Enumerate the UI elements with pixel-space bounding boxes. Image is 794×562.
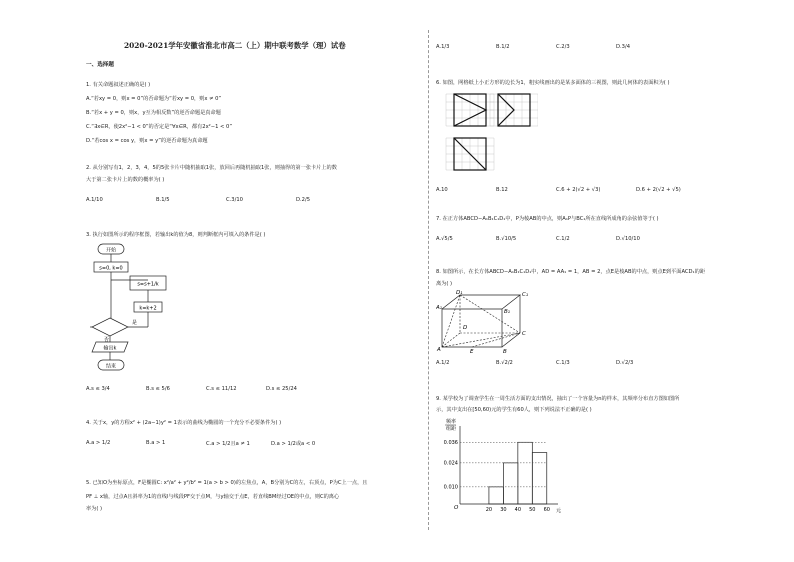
- q9-stem-line1: 9. 某学校为了调查学生在一周生活方面的支出情况，抽出了一个容量为n的样本，其频率分布直方图如图所: [436, 396, 680, 402]
- q6-option-a: A.10: [436, 187, 448, 193]
- q5-stem-line2: PF ⊥ x轴，过点A且斜率为1的直线l与线段PF交于点M，与y轴交于点E，若直线BM经过OE的中点，则C的离心: [86, 494, 340, 500]
- label-d1: D₁: [456, 290, 463, 296]
- flow-start: 开始: [105, 247, 117, 254]
- q3-option-a: A.s ≤ 3/4: [86, 386, 110, 392]
- q1-option-d: D.“若cos x = cos y，则x = y”的逆否命题为真命题: [86, 138, 208, 144]
- q8-stem-line2: 离为( ): [436, 281, 453, 287]
- q8-cuboid-diagram: [436, 287, 536, 353]
- q8-option-a: A.1/2: [436, 360, 450, 366]
- q6-three-views-grid: [438, 90, 538, 176]
- chart-bar-1: [503, 463, 517, 504]
- exam-title: 2020-2021学年安徽省淮北市高二（上）期中联考数学（理）试卷: [124, 41, 346, 50]
- q9-stem-line2: 示，其中支出在[50,60)元的学生有60人，则下列说法不正确的是( ): [436, 407, 592, 413]
- chart-x-tick-label: 40: [514, 507, 522, 513]
- chart-ylabel-top: 频率: [446, 419, 457, 425]
- q2-option-d: D.2/5: [296, 197, 310, 203]
- q3-option-b: B.s ≤ 5/6: [146, 386, 170, 392]
- label-a1: A₁: [436, 305, 442, 311]
- q1-option-b: B.“若x + y = 0，则x，y互为相反数”的逆否命题是真命题: [86, 110, 221, 116]
- chart-x-tick-label: 30: [500, 507, 507, 513]
- q5-stem-line3: 率为( ): [86, 506, 103, 512]
- flow-end: 结束: [105, 363, 117, 370]
- chart-bar-3: [532, 453, 546, 504]
- q6-option-d: D.6 + 2(√2 + √5): [636, 187, 681, 193]
- q7-option-d: D.√10/10: [616, 236, 640, 242]
- q2-stem-line2: 大于第二张卡片上的数的概率为( ): [86, 177, 165, 183]
- label-d: D: [463, 325, 468, 331]
- flow-output: 输出k: [103, 345, 117, 352]
- chart-y-tick-label: 0.024: [443, 460, 458, 467]
- label-b1: B₁: [504, 309, 510, 315]
- q2-stem-line1: 2. 从分别写有1，2，3，4，5的5张卡片中随机抽取1张，放回后再随机抽取1张，则抽得的第一张卡片上的数: [86, 165, 337, 171]
- q5-stem-line1: 5. 已知O为坐标原点，F是椭圆C: x²/a² + y²/b² = 1(a > b > 0)的左焦点，A，B分别为C的左，右顶点，P为C上一点，且: [86, 480, 368, 486]
- q4-option-a: A.a > 1/2: [86, 440, 111, 446]
- q4-stem: 4. 关于x，y的方程x² + (2a−1)y² = 1表示的曲线为椭圆的一个充分不必要条件为( ): [86, 420, 282, 426]
- chart-x-tick-label: 60: [543, 507, 550, 513]
- q4-option-c: C.a > 1/2且a ≠ 1: [206, 441, 250, 447]
- q1-stem: 1. 有关命题叙述正确的是( ): [86, 82, 151, 88]
- label-a: A: [437, 347, 441, 353]
- flow-yes: 是: [132, 320, 138, 326]
- label-c1: C₁: [522, 292, 529, 298]
- chart-x-tick-label: 50: [529, 507, 536, 513]
- flow-no: 否: [104, 337, 110, 343]
- column-divider: [428, 30, 429, 530]
- q5-option-b: B.1/2: [496, 44, 510, 50]
- q5-option-d: D.3/4: [616, 44, 630, 50]
- flow-init: s=0, k=0: [99, 265, 123, 272]
- q1-option-a: A.“若xy = 0，则x = 0”的否命题为“若xy = 0，则x ≠ 0”: [86, 96, 222, 102]
- q3-option-c: C.s ≤ 11/12: [206, 386, 237, 392]
- chart-x-tick-label: 20: [485, 507, 493, 513]
- chart-ylabel-bottom: 组距: [446, 426, 457, 432]
- q3-option-d: D.s ≤ 25/24: [266, 386, 297, 392]
- chart-origin: O: [454, 505, 459, 511]
- q6-stem: 6. 如图，网格纸上小正方形的边长为1，粗实线画出的是某多面体的三视图，则此几何体的表面积为( ): [436, 80, 670, 86]
- q7-stem: 7. 在正方体ABCD−A₁B₁C₁D₁中，P为棱AB的中点，则A₁P与BC₁所在直线所成角的余弦值等于( ): [436, 216, 659, 222]
- section-heading: 一、选择题: [86, 62, 114, 68]
- label-e: E: [470, 349, 474, 353]
- chart-y-tick-label: 0.010: [443, 484, 458, 491]
- q8-option-b: B.√2/2: [496, 360, 513, 366]
- q7-option-a: A.√5/5: [436, 236, 453, 242]
- q4-option-b: B.a > 1: [146, 440, 166, 446]
- chart-xlabel: 元: [556, 508, 562, 514]
- flow-incr: k=k+2: [139, 305, 157, 312]
- label-c: C: [522, 331, 526, 337]
- q4-option-d: D.a > 1/2或a < 0: [271, 441, 316, 447]
- chart-y-tick-label: 0.036: [443, 440, 458, 447]
- q6-option-b: B.12: [496, 187, 508, 193]
- right-column: [436, 0, 766, 562]
- q2-option-b: B.1/5: [156, 197, 170, 203]
- q3-flowchart: [90, 242, 170, 376]
- chart-bar-2: [518, 442, 532, 504]
- q8-option-c: C.1/3: [556, 360, 570, 366]
- q2-option-a: A.1/10: [86, 197, 103, 203]
- q6-option-c: C.6 + 2(√2 + √3): [556, 187, 601, 193]
- chart-bar-0: [489, 487, 503, 504]
- q8-option-d: D.√2/3: [616, 360, 634, 366]
- q3-stem: 3. 执行如图所示的程序框图，若输出k的值为8，则判断框内可填入的条件是( ): [86, 232, 266, 238]
- q1-option-c: C.“∃x∈R，使2x²−1 < 0”的否定是“∀x∈R，都有2x²−1 < 0”: [86, 124, 233, 130]
- q2-option-c: C.3/10: [226, 197, 243, 203]
- q9-histogram: [436, 416, 566, 516]
- label-b: B: [503, 349, 507, 353]
- flow-assign: s=s+1/k: [137, 281, 159, 288]
- q5-option-a: A.1/3: [436, 44, 450, 50]
- q8-stem-line1: 8. 如图所示，在长方体ABCD−A₁B₁C₁D₁中，AD = AA₁ = 1，AB = 2，点E是棱AB的中点，则点E到平面ACD₁的距: [436, 269, 706, 275]
- q5-option-c: C.2/3: [556, 44, 570, 50]
- q7-option-c: C.1/2: [556, 236, 570, 242]
- q7-option-b: B.√10/5: [496, 236, 517, 242]
- left-column: [86, 0, 416, 562]
